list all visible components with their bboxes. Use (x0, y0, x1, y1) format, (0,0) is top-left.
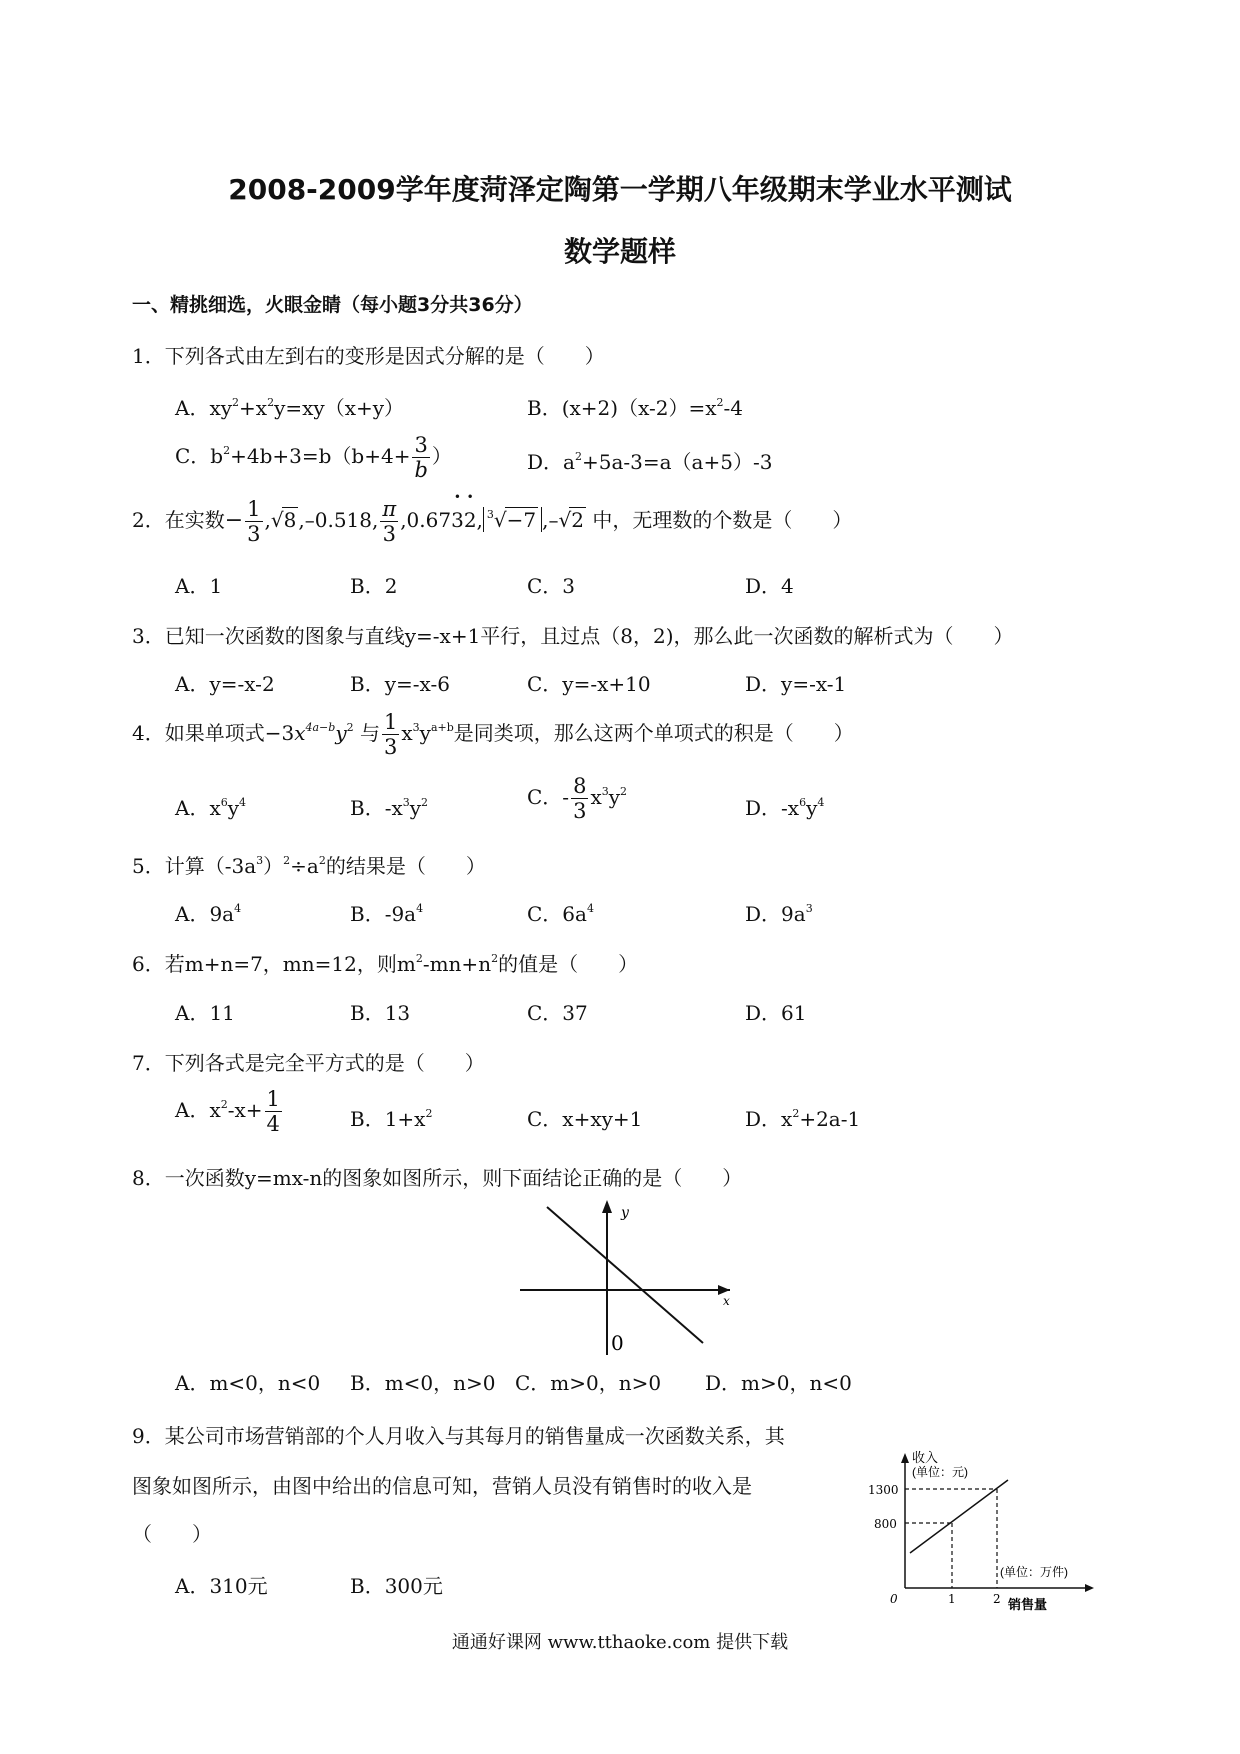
q8-option-a: A．m<0，n<0 (175, 1371, 321, 1395)
exam-subtitle: 数学题样 (563, 235, 676, 268)
q4-option-c: C．- $\frac{8}{3}$ $x^3y^2$ (527, 774, 628, 823)
q8-function-line (547, 1207, 703, 1343)
question-5-stem: 5．计算$(-3a^3)^2\div a^2$的结果是（ ） (132, 854, 486, 878)
q8-graph (515, 1195, 735, 1360)
q5-option-d: D．$9a^3$ (745, 902, 813, 926)
question-9-line3: （ ） (132, 1522, 212, 1546)
question-9-line1: 9．某公司市场营销部的个人月收入与其每月的销售量成一次函数关系，其 (132, 1424, 785, 1448)
question-1-stem: 1．下列各式由左到右的变形是因式分解的是（ ） (132, 344, 605, 368)
q5-stem-pre: 5．计算（-3a (132, 854, 257, 878)
q6-option-d: D．61 (745, 1001, 807, 1025)
q3-option-a: A．y=-x-2 (175, 672, 275, 696)
q9-tick-2: 2 (993, 1592, 1001, 1606)
q9-option-a: A．310元 (175, 1574, 268, 1598)
q6-option-b: B．13 (350, 1001, 411, 1025)
q9-function-line (910, 1480, 1008, 1553)
q8-origin-label: 0 (611, 1331, 624, 1355)
question-4-stem: 4．如果单项式$-3x^{4a-b}y^2$ 与 $\frac{1}{3}$ $x^3y^{a+b}$是同类项，那么这两个单项式的积是（ ） (132, 710, 854, 759)
q9-x-title: 销售量 (1008, 1597, 1048, 1612)
q8-option-c: C．m>0，n>0 (515, 1371, 662, 1395)
q7-option-d: D．$x^2+2a-1$ (745, 1107, 861, 1131)
q9-tick-1: 1 (948, 1592, 956, 1606)
q9-graph (860, 1448, 1100, 1613)
q2-option-d: D．4 (745, 574, 794, 598)
page-footer: 通通好课网 www.tthaoke.com 提供下载 (451, 1632, 789, 1653)
question-6-stem: 6．若m+n=7，mn=12，则$m^2-mn+n^2$的值是（ ） (132, 952, 639, 976)
q4-option-d: D．$-x^6y^4$ (745, 796, 825, 820)
question-2-stem: 2．在实数− $\frac{1}{3}$ ,√8 ,–0.518, $\frac{\pi}{3}$ ,0.67• 3• 2, $^3$√−7 ,–√2 中，无理数的个数是（ ） (132, 497, 852, 546)
q3-option-b: B．y=-x-6 (350, 672, 450, 696)
q9-tick-800: 800 (874, 1517, 897, 1531)
q8-y-label: y (621, 1205, 629, 1221)
q8-y-arrow (602, 1200, 612, 1213)
q6-option-a: A．11 (175, 1001, 235, 1025)
q2-option-b: B．2 (350, 574, 398, 598)
q9-option-b: B．300元 (350, 1574, 443, 1598)
q6-stem-b: -mn+n (422, 952, 492, 976)
q1-option-c: C．$b^2+4b+3=b(b+4+$ $\frac{3}{b}$ ） (175, 433, 452, 482)
q1-option-b: B．$(x+2)(x-2)=x^2-4$ (527, 396, 743, 420)
exam-title: 2008-2009学年度菏泽定陶第一学期八年级期末学业水平测试 (228, 173, 1012, 206)
q7-option-c: C．x+xy+1 (527, 1107, 643, 1131)
q9-x-unit: (单位：万件) (1000, 1565, 1068, 1579)
q6-stem-c: 的值是（ ） (498, 952, 639, 976)
q4-option-a: A．$x^6y^4$ (175, 796, 247, 820)
q1-option-d: D．$a^2+5a-3=a(a+5)-3$ (527, 450, 773, 474)
q6-option-c: C．37 (527, 1001, 588, 1025)
q3-option-d: D．y=-x-1 (745, 672, 847, 696)
q9-y-title: 收入 (912, 1450, 939, 1465)
question-8-stem: 8．一次函数y=mx-n的图象如图所示，则下面结论正确的是（ ） (132, 1166, 743, 1190)
q9-y-unit: (单位：元) (912, 1465, 968, 1479)
q2-option-c: C．3 (527, 574, 576, 598)
q4-stem-mid: 与 (360, 721, 380, 745)
q5-stem-post: 的结果是（ ） (325, 854, 486, 878)
q5-option-b: B．$-9a^4$ (350, 902, 424, 926)
q5-option-a: A．$9a^4$ (175, 902, 242, 926)
q9-x-arrow (1085, 1584, 1094, 1592)
q9-y-arrow (901, 1453, 909, 1463)
q9-origin: 0 (890, 1592, 898, 1606)
q6-stem-a: 6．若m+n=7，mn=12，则m (132, 952, 416, 976)
section-heading: 一、精挑细选，火眼金睛（每小题3分共36分） (132, 294, 533, 316)
q7-option-b: B．$1+x^2$ (350, 1107, 433, 1131)
q2-stem-pre: 2．在实数 (132, 508, 225, 532)
q8-option-d: D．m>0，n<0 (705, 1371, 852, 1395)
q2-option-a: A．1 (175, 574, 223, 598)
q7-option-a: A．$x^2-x+$ $\frac{1}{4}$ (175, 1087, 280, 1136)
q8-option-b: B．m<0，n>0 (350, 1371, 496, 1395)
q9-tick-1300: 1300 (868, 1483, 899, 1497)
q3-option-c: C．y=-x+10 (527, 672, 651, 696)
q4-stem-pre: 4．如果单项式 (132, 721, 265, 745)
question-3-stem: 3．已知一次函数的图象与直线y=-x+1平行，且过点（8，2)，那么此一次函数的解析式为（ ） (132, 624, 1014, 648)
q4-stem-post: 是同类项，那么这两个单项式的积是（ ） (453, 721, 854, 745)
q1-option-a: A．$xy^2+x^2y=xy(x+y)$ (175, 396, 405, 420)
question-7-stem: 7．下列各式是完全平方式的是（ ） (132, 1051, 485, 1075)
q2-stem-post: 中，无理数的个数是（ ） (592, 508, 853, 532)
q5-option-c: C．$6a^4$ (527, 902, 594, 926)
q8-x-label: x (723, 1294, 730, 1308)
question-9-line2: 图象如图所示，由图中给出的信息可知，营销人员没有销售时的收入是 (132, 1474, 752, 1498)
q4-option-b: B．$-x^3y^2$ (350, 796, 429, 820)
